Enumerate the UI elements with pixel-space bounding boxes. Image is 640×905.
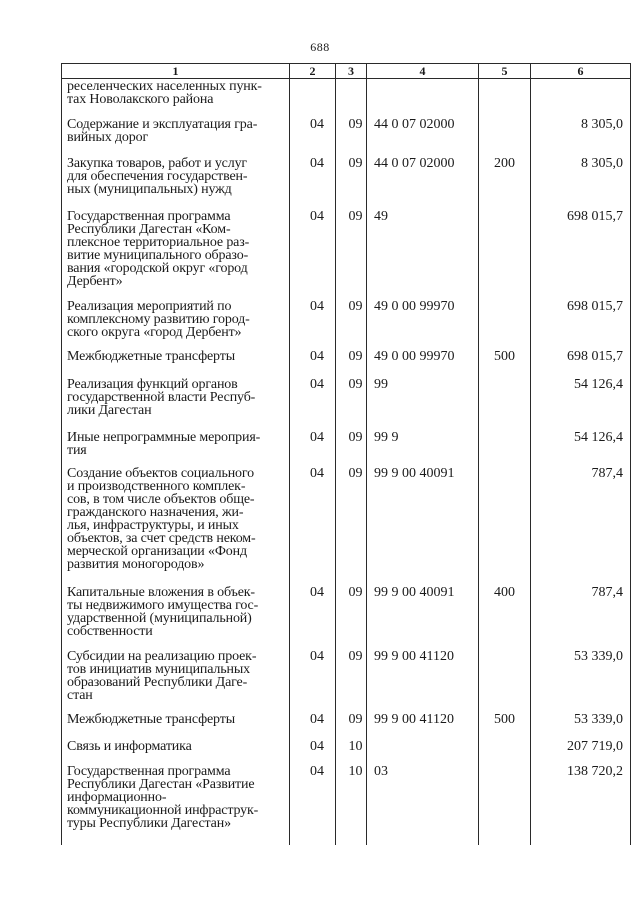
row-section: 04 — [310, 299, 324, 314]
row-section: 04 — [310, 156, 324, 171]
row-subsection: 09 — [348, 585, 363, 600]
row-subsection: 09 — [348, 209, 363, 224]
row-sum: 54 126,4 — [574, 430, 623, 445]
row-name: Связь и информатика — [67, 739, 192, 754]
column-divider — [335, 63, 336, 845]
row-section: 04 — [310, 117, 324, 132]
row-subsection: 09 — [348, 466, 363, 481]
row-section: 04 — [310, 377, 324, 392]
column-header-sum: 6 — [577, 64, 584, 78]
row-name: Межбюджетные трансферты — [67, 349, 235, 364]
row-expense-type: 500 — [494, 349, 515, 364]
row-name: Закупка товаров, работ и услуг для обеспечения государствен- ных (муниципальных) нужд — [67, 156, 248, 197]
row-sum: 8 305,0 — [581, 117, 623, 132]
row-name: Создание объектов социального и производственного комплек- сов, в том числе объектов обще- гражданского назначения, жи- лья, инфраструктуры, и иных объектов, за счет средств неком- мерческой организации «Фонд развития моногородов» — [67, 466, 256, 572]
column-header-section: 2 — [309, 64, 316, 78]
row-expense-type: 500 — [494, 712, 515, 727]
row-sum: 54 126,4 — [574, 377, 623, 392]
page-number: 688 — [310, 40, 330, 54]
row-expense-type: 400 — [494, 585, 515, 600]
row-section: 04 — [310, 466, 324, 481]
row-target-code: 49 0 00 99970 — [374, 349, 455, 364]
row-target-code: 44 0 07 02000 — [374, 117, 455, 132]
row-subsection: 09 — [348, 299, 363, 314]
row-target-code: 99 9 — [374, 430, 399, 445]
row-section: 04 — [310, 649, 324, 664]
row-target-code: 03 — [374, 764, 388, 779]
row-subsection: 10 — [348, 739, 363, 754]
row-sum: 698 015,7 — [567, 349, 623, 364]
row-subsection: 09 — [348, 377, 363, 392]
row-target-code: 49 — [374, 209, 388, 224]
row-section: 04 — [310, 739, 324, 754]
row-sum: 787,4 — [591, 466, 623, 481]
column-header-expense: 5 — [501, 64, 508, 78]
row-subsection: 09 — [348, 712, 363, 727]
column-divider — [630, 63, 631, 845]
row-section: 04 — [310, 712, 324, 727]
row-section: 04 — [310, 585, 324, 600]
row-name: Государственная программа Республики Дагестан «Развитие информационно- коммуникационной инфраструк- туры Республики Дагестан» — [67, 764, 259, 831]
row-name: Реализация мероприятий по комплексному развитию город- ского округа «город Дербент» — [67, 299, 250, 340]
column-divider — [289, 63, 290, 845]
row-target-code: 99 9 00 40091 — [374, 585, 455, 600]
column-divider — [61, 63, 62, 845]
row-name: Капитальные вложения в объек- ты недвижимого имущества гос- ударственной (муниципальной) собственности — [67, 585, 259, 639]
column-divider — [478, 63, 479, 845]
column-header-name: 1 — [172, 64, 179, 78]
row-sum: 787,4 — [591, 585, 623, 600]
row-sum: 698 015,7 — [567, 299, 623, 314]
row-sum: 207 719,0 — [567, 739, 623, 754]
row-expense-type: 200 — [494, 156, 515, 171]
row-target-code: 99 9 00 41120 — [374, 649, 454, 664]
row-name: реселенческих населенных пунк- тах Новолакского района — [67, 79, 262, 107]
column-header-subsection: 3 — [348, 64, 354, 78]
row-name: Межбюджетные трансферты — [67, 712, 235, 727]
row-name: Иные непрограммные мероприя- тия — [67, 430, 261, 458]
row-section: 04 — [310, 349, 324, 364]
column-divider — [366, 63, 367, 845]
row-name: Содержание и эксплуатация гра- вийных дорог — [67, 117, 258, 145]
row-section: 04 — [310, 209, 324, 224]
row-name: Реализация функций органов государственной власти Респуб- лики Дагестан — [67, 377, 256, 418]
row-sum: 53 339,0 — [574, 712, 623, 727]
budget-table — [61, 63, 631, 845]
row-subsection: 09 — [348, 430, 363, 445]
row-subsection: 09 — [348, 156, 363, 171]
row-subsection: 09 — [348, 649, 363, 664]
row-name: Государственная программа Республики Дагестан «Ком- плексное территориальное раз- витие муниципального образо- вания «городской округ «город Дербент» — [67, 209, 250, 289]
row-target-code: 44 0 07 02000 — [374, 156, 455, 171]
row-sum: 8 305,0 — [581, 156, 623, 171]
row-target-code: 49 0 00 99970 — [374, 299, 455, 314]
row-section: 04 — [310, 764, 324, 779]
column-header-target: 4 — [419, 64, 426, 78]
row-target-code: 99 9 00 41120 — [374, 712, 454, 727]
row-target-code: 99 9 00 40091 — [374, 466, 455, 481]
row-target-code: 99 — [374, 377, 388, 392]
row-sum: 138 720,2 — [567, 764, 623, 779]
row-section: 04 — [310, 430, 324, 445]
column-divider — [530, 63, 531, 845]
row-name: Субсидии на реализацию проек- тов инициатив муниципальных образований Республики Даге- стан — [67, 649, 257, 703]
row-subsection: 09 — [348, 349, 363, 364]
row-subsection: 10 — [348, 764, 363, 779]
row-subsection: 09 — [348, 117, 363, 132]
row-sum: 53 339,0 — [574, 649, 623, 664]
row-sum: 698 015,7 — [567, 209, 623, 224]
